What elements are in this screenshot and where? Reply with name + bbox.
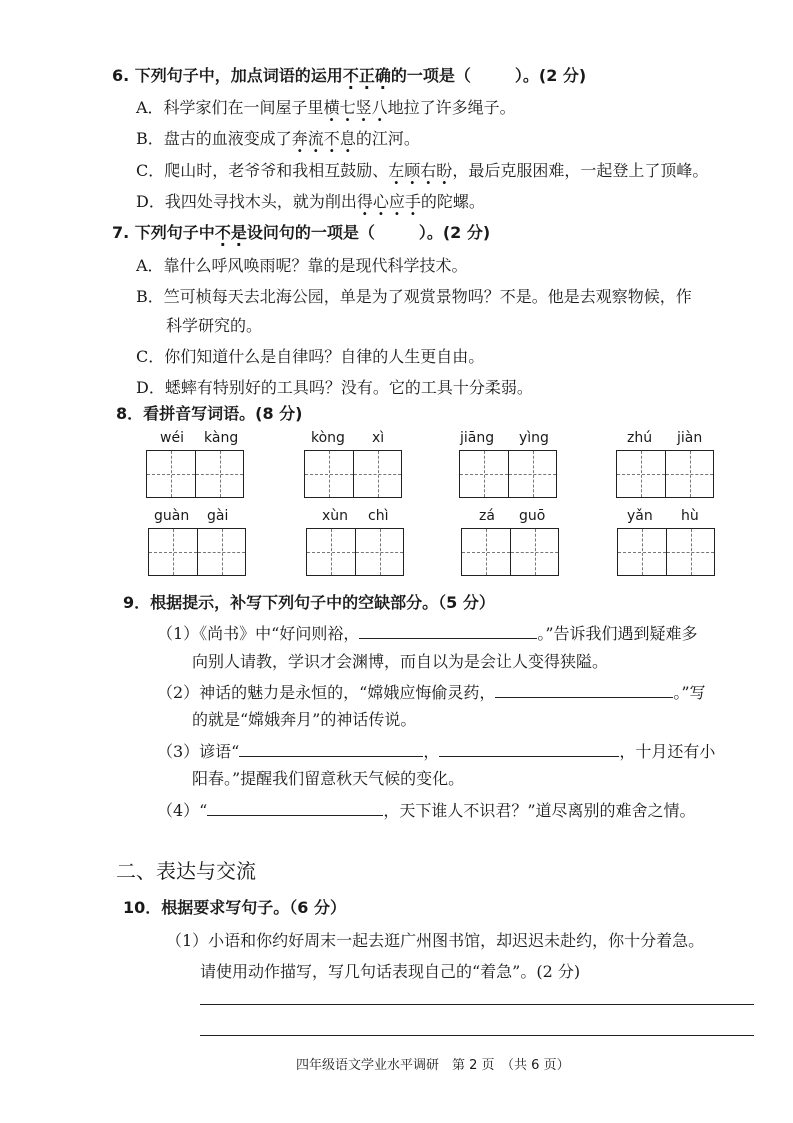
q6-option-c-dotted: 左顾右盼 — [388, 161, 453, 180]
q7-option-a[interactable]: A．靠什么呼风唤雨呢？靠的是现代科学技术。 — [136, 256, 468, 275]
q6-option-c-text: C．爬山时，老爷爷和我相互鼓励、 — [136, 161, 389, 180]
q9-item-4-text-b: ，天下谁人不识君？”道尽离别的难舍之情。 — [383, 801, 696, 820]
q7-option-b[interactable]: B．竺可桢每天去北海公园，单是为了观赏景物吗？不是。他是去观察物候，作 — [136, 287, 692, 306]
writing-grid-3[interactable] — [459, 450, 557, 498]
pinyin: zá — [479, 508, 495, 524]
q9-item-3-text: （3）谚语“ — [157, 742, 240, 761]
pinyin: kòng — [311, 430, 345, 446]
q10-stem: 10．根据要求写句子。（6 分） — [123, 898, 346, 917]
q6-option-c-text-b: ，最后克服困难，一起登上了顶峰。 — [452, 161, 709, 180]
q6-number: 6. — [112, 66, 130, 85]
writing-grid-5[interactable] — [148, 528, 246, 576]
q6-option-a[interactable] — [136, 98, 516, 118]
pinyin: guàn — [154, 508, 190, 524]
q7-option-b-cont: 科学研究的。 — [166, 316, 263, 335]
q9-item-2-cont: 的就是“嫦娥奔月”的神话传说。 — [192, 710, 417, 729]
q9-item-2-text-b: 。”写 — [673, 683, 706, 702]
q6-option-b-text-b: 的江河。 — [355, 129, 420, 148]
fill-blank[interactable] — [207, 799, 383, 816]
q6-option-b[interactable] — [136, 129, 420, 149]
q10-item-1: （1）小语和你约好周末一起去逛广州图书馆，却迟迟未赴约，你十分着急。 — [166, 931, 705, 950]
q6-option-d-text: D．我四处寻找木头，就为削出 — [136, 192, 357, 211]
pinyin: jiāng — [460, 430, 495, 446]
q6-option-d-text-b: 的陀螺。 — [420, 192, 485, 211]
fill-blank[interactable] — [495, 681, 673, 698]
pinyin: zhú — [627, 430, 653, 446]
q8-pinyin-row-1 — [0, 430, 793, 450]
pinyin: jiàn — [677, 430, 703, 446]
q10-item-1-cont: 请使用动作描写，写几句话表现自己的“着急”。(2 分) — [200, 962, 581, 981]
q6-option-d-dotted: 得心应手 — [356, 192, 421, 211]
pinyin: chì — [368, 508, 389, 524]
q9-item-3-cont: 阳春。”提醒我们留意秋天气候的变化。 — [192, 769, 465, 788]
q9-item-3-text-b: ，十月还有小 — [619, 742, 716, 761]
pinyin: wéi — [160, 430, 184, 446]
q6-option-a-text-b: 地拉了许多绳子。 — [387, 98, 516, 117]
pinyin: yǎn — [627, 508, 653, 524]
q6-option-a-text: A．科学家们在一间屋子里 — [136, 98, 324, 117]
q7-option-c[interactable]: C．你们知道什么是自律吗？自律的人生更自由。 — [136, 347, 485, 366]
q6-option-c[interactable] — [136, 161, 708, 181]
q6-option-b-dotted: 奔流不息 — [291, 129, 356, 148]
q9-item-3-comma: ， — [423, 742, 440, 761]
q9-item-1-text: （1）《尚书》中“好问则裕， — [157, 624, 360, 643]
fill-blank[interactable] — [359, 622, 537, 639]
q6-stem-dotted: 不正确 — [342, 66, 391, 85]
pinyin: hù — [681, 508, 699, 524]
fill-blank[interactable] — [439, 740, 619, 757]
q8-stem: 8．看拼音写词语。(8 分) — [116, 404, 303, 423]
section-title: 二、表达与交流 — [116, 859, 256, 883]
q7-option-d[interactable]: D．蟋蟀有特别好的工具吗？没有。它的工具十分柔弱。 — [136, 378, 533, 397]
q6-stem-text-b: 的一项是（ — [390, 66, 471, 85]
q9-item-4-text: （4）“ — [157, 801, 208, 820]
q9-item-2 — [157, 681, 706, 703]
q6-stem-text: 下列句子中，加点词语的运用 — [134, 66, 343, 85]
fill-blank[interactable] — [239, 740, 423, 757]
writing-grid-2[interactable] — [304, 450, 402, 498]
q9-item-1-cont: 向别人请教，学识才会渊博，而自以为是会让人变得狭隘。 — [192, 652, 609, 671]
q9-item-2-text: （2）神话的魅力是永恒的，“嫦娥应悔偷灵药， — [157, 683, 496, 702]
q9-item-4 — [157, 799, 696, 821]
q7-stem-dotted: 不是 — [214, 223, 247, 242]
page-footer: 四年级语文学业水平调研 第 2 页 （共 6 页） — [296, 1058, 570, 1073]
q6-option-a-dotted: 横七竖八 — [323, 98, 388, 117]
answer-line-1[interactable] — [200, 1004, 754, 1005]
q9-item-1 — [157, 622, 698, 644]
q9-item-1-text-b: 。”告诉我们遇到疑难多 — [537, 624, 698, 643]
q6-option-d[interactable] — [136, 192, 485, 212]
writing-grid-4[interactable] — [616, 450, 714, 498]
writing-grid-7[interactable] — [461, 528, 559, 576]
q9-stem: 9．根据提示，补写下列句子中的空缺部分。（5 分） — [123, 593, 495, 612]
q7-stem-text: 下列句子中 — [134, 223, 215, 242]
writing-grid-8[interactable] — [617, 528, 715, 576]
q6-stem — [112, 66, 586, 86]
q6-option-b-text: B．盘古的血液变成了 — [136, 129, 292, 148]
q9-item-3 — [157, 740, 715, 762]
q7-stem — [112, 223, 490, 243]
q8-pinyin-row-2 — [0, 508, 793, 528]
pinyin: xì — [372, 430, 385, 446]
q6-stem-score: ）。(2 分) — [514, 66, 587, 85]
q7-stem-text-b: 设问句的一项是（ — [246, 223, 375, 242]
q7-stem-score: ）。(2 分) — [418, 223, 491, 242]
pinyin: kàng — [204, 430, 239, 446]
pinyin: guō — [519, 508, 546, 524]
pinyin: xùn — [322, 508, 349, 524]
pinyin: gài — [207, 508, 229, 524]
writing-grid-6[interactable] — [306, 528, 404, 576]
answer-line-2[interactable] — [200, 1035, 754, 1036]
pinyin: yìng — [519, 430, 549, 446]
writing-grid-1[interactable] — [146, 450, 244, 498]
q7-number: 7. — [112, 223, 130, 242]
